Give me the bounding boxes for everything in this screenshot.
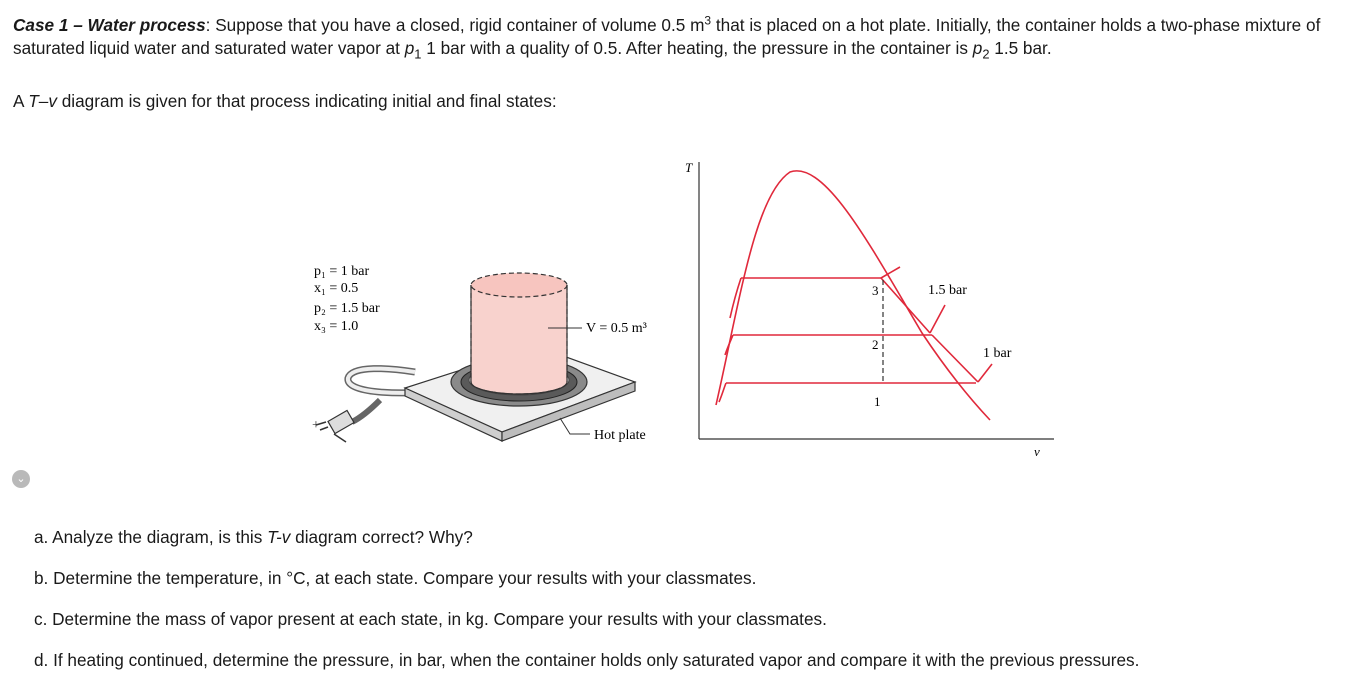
question-d: d. If heating continued, determine the pressure, in bar, when the container holds only saturated vapor and compare it with the previous pressures. bbox=[34, 650, 1140, 670]
intro-text-d: 1.5 bar. bbox=[989, 38, 1052, 58]
tv-diagram bbox=[685, 160, 1054, 459]
p1-symbol: p bbox=[404, 38, 415, 58]
svg-text:+: + bbox=[312, 418, 320, 433]
hot-plate-pointer bbox=[560, 418, 590, 434]
question-a-tv: T-v bbox=[267, 527, 291, 547]
container-top bbox=[471, 273, 567, 297]
question-b: b. Determine the temperature, in °C, at each state. Compare your results with your classmates. bbox=[34, 568, 757, 588]
plug-icon bbox=[312, 410, 354, 442]
state-2-label: 2 bbox=[872, 337, 879, 352]
isobar-1-bar-label: 1 bar bbox=[983, 346, 1012, 361]
case-title: Case 1 – Water process bbox=[13, 15, 206, 35]
isobar-1-bar bbox=[719, 383, 976, 402]
v-axis-label: v bbox=[1034, 444, 1040, 459]
x3-label: x₃ = 1.0 bbox=[314, 319, 359, 334]
container-body bbox=[471, 285, 567, 394]
question-a bbox=[34, 527, 1139, 568]
container-illustration bbox=[312, 264, 647, 443]
intro-text-a: : Suppose that you have a closed, rigid container of volume 0.5 m bbox=[205, 15, 705, 35]
question-a-rest: diagram correct? Why? bbox=[290, 527, 473, 547]
plug-cord bbox=[352, 400, 380, 422]
tv-label: T–v bbox=[28, 91, 57, 111]
question-c: c. Determine the mass of vapor present at each state, in kg. Compare your results with your classmates. bbox=[34, 609, 827, 629]
intro-text-c: 1 bar with a quality of 0.5. After heating, the pressure in the container is bbox=[421, 38, 973, 58]
isobar-1-5-bar-label: 1.5 bar bbox=[928, 283, 967, 298]
x1-label: x₁ = 0.5 bbox=[314, 281, 359, 296]
state-1-label: 1 bbox=[874, 394, 881, 409]
chevron-down-icon[interactable]: ⌄ bbox=[12, 470, 30, 488]
intro-sup-3: 3 bbox=[704, 13, 712, 28]
volume-label: V = 0.5 m³ bbox=[586, 321, 647, 336]
isobar-1-5-bar bbox=[730, 267, 945, 333]
diagram-intro-a: A bbox=[13, 91, 29, 111]
diagram-intro bbox=[13, 91, 557, 112]
intro-text-b: that is placed on a hot plate. Initially, the container holds a two-phase mixture of saturated liquid water and saturated water vapor at bbox=[13, 15, 1321, 58]
question-a-label: a. Analyze the diagram, is this bbox=[34, 527, 268, 547]
hot-plate-label: Hot plate bbox=[594, 428, 646, 443]
diagram-intro-b: diagram is given for that process indicating initial and final states: bbox=[56, 91, 557, 111]
p1-subscript: 1 bbox=[414, 46, 422, 62]
question-list bbox=[34, 527, 1139, 691]
process-figure bbox=[290, 150, 1060, 470]
p2-label: p₂ = 1.5 bar bbox=[314, 301, 380, 316]
problem-statement bbox=[13, 14, 1343, 60]
p2-subscript: 2 bbox=[982, 46, 990, 62]
p2-symbol: p bbox=[972, 38, 983, 58]
p1-label: p₁ = 1 bar bbox=[314, 264, 370, 279]
state-3-label: 3 bbox=[872, 283, 879, 298]
t-axis-label: T bbox=[685, 160, 693, 175]
